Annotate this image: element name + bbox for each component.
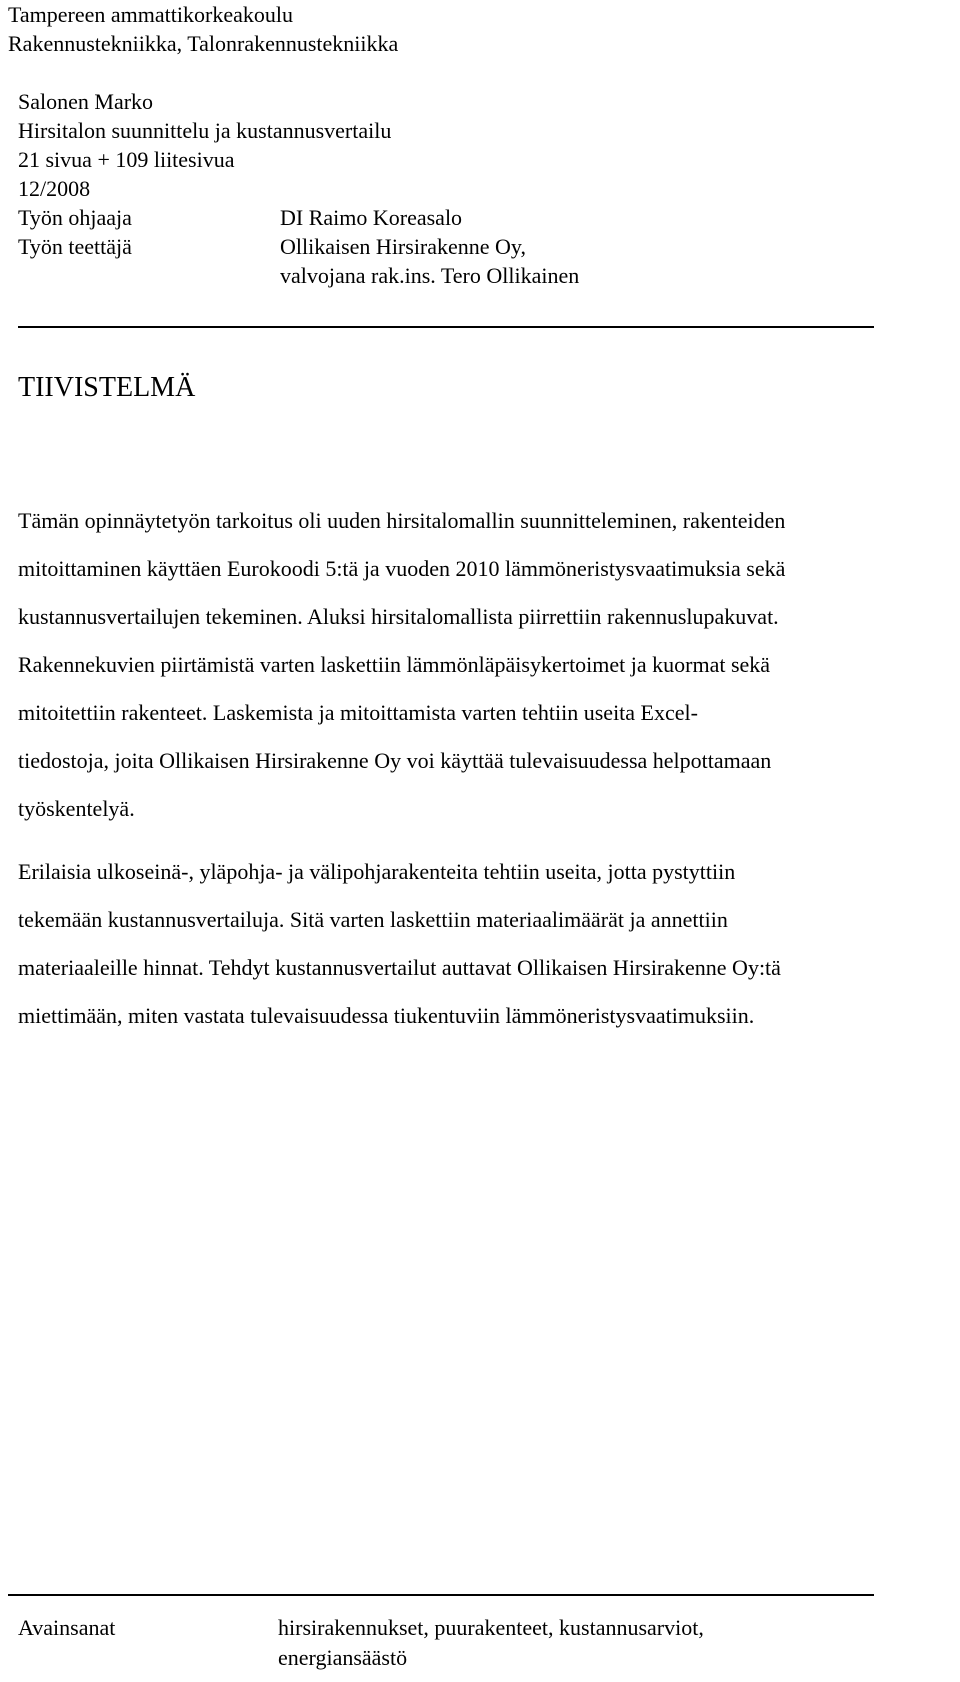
paragraph-line: mitoitettiin rakenteet. Laskemista ja mitoittamista varten tehtiin useita Excel- (18, 700, 698, 725)
thesis-date: 12/2008 (18, 176, 91, 201)
keywords-value-line1: hirsirakennukset, puurakenteet, kustannusarviot, (278, 1615, 704, 1640)
paragraph-line: mitoittaminen käyttäen Eurokoodi 5:tä ja vuoden 2010 lämmöneristysvaatimuksia sekä (18, 556, 786, 581)
paragraph-line: työskentelyä. (18, 796, 135, 821)
commissioner-value-line1: Ollikaisen Hirsirakenne Oy, (280, 234, 527, 259)
paragraph-line: Tämän opinnäytetyön tarkoitus oli uuden hirsitalomallin suunnitteleminen, rakenteiden (18, 508, 786, 533)
top-divider (18, 326, 874, 328)
paragraph-line: miettimään, miten vastata tulevaisuudessa tiukentuviin lämmöneristysvaatimuksiin. (18, 1003, 755, 1028)
commissioner-value-line2: valvojana rak.ins. Tero Ollikainen (280, 263, 580, 288)
paragraph-line: tekemään kustannusvertailuja. Sitä varten laskettiin materiaalimäärät ja annettiin (18, 907, 728, 932)
abstract-paragraph-1 (18, 497, 948, 833)
paragraph-line: Erilaisia ulkoseinä-, yläpohja- ja välipohjarakenteita tehtiin useita, jotta pystyttiin (18, 859, 736, 884)
keywords-value-line2: energiansäästö (278, 1645, 408, 1670)
degree-program: Rakennustekniikka, Talonrakennustekniikka (8, 31, 399, 56)
school-name: Tampereen ammattikorkeakoulu (8, 2, 293, 27)
paragraph-line: materiaaleille hinnat. Tehdyt kustannusvertailut auttavat Ollikaisen Hirsirakenne Oy:tä (18, 955, 781, 980)
author-name: Salonen Marko (18, 89, 154, 114)
supervisor-label: Työn ohjaaja (18, 205, 132, 230)
abstract-paragraph-2 (18, 848, 948, 1040)
bottom-divider (8, 1594, 874, 1596)
commissioner-label: Työn teettäjä (18, 234, 132, 259)
thesis-title: Hirsitalon suunnittelu ja kustannusvertailu (18, 118, 392, 143)
paragraph-line: kustannusvertailujen tekeminen. Aluksi hirsitalomallista piirrettiin rakennuslupakuvat. (18, 604, 779, 629)
abstract-heading: TIIVISTELMÄ (18, 372, 196, 403)
page-count: 21 sivua + 109 liitesivua (18, 147, 235, 172)
paragraph-line: tiedostoja, joita Ollikaisen Hirsirakenne Oy voi käyttää tulevaisuudessa helpottamaan (18, 748, 772, 773)
paragraph-line: Rakennekuvien piirtämistä varten laskettiin lämmönläpäisykertoimet ja kuormat sekä (18, 652, 771, 677)
supervisor-value: DI Raimo Koreasalo (280, 205, 463, 230)
keywords-label: Avainsanat (18, 1615, 116, 1640)
